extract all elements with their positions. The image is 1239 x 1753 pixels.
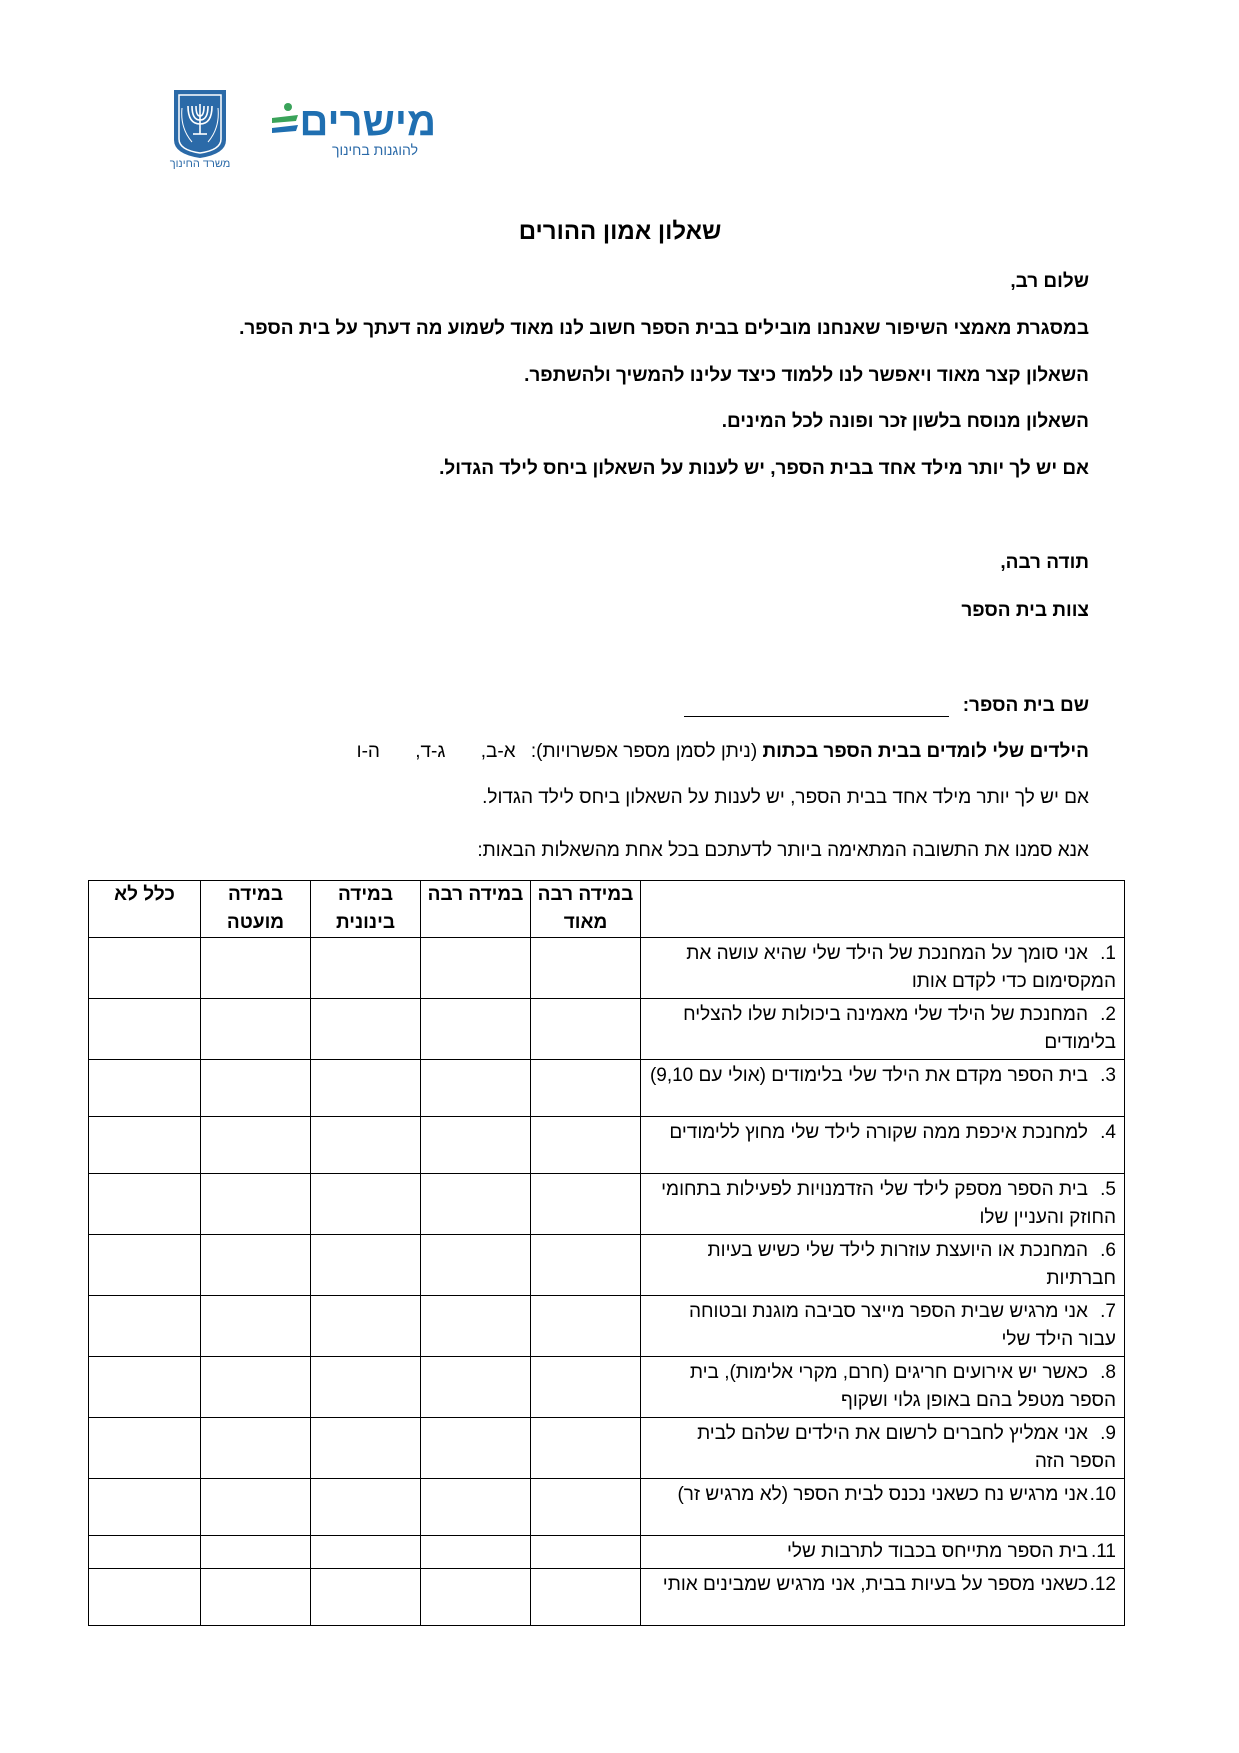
answer-cell[interactable] [311, 1418, 421, 1479]
question-number: 4. [1100, 1122, 1116, 1143]
answer-cell[interactable] [311, 1536, 421, 1569]
survey-table [88, 880, 1125, 1626]
table-row [89, 1235, 1125, 1296]
question-cell [641, 999, 1125, 1060]
answer-cell[interactable] [421, 999, 531, 1060]
question-number: 7. [1100, 1301, 1116, 1322]
answer-cell[interactable] [531, 1536, 641, 1569]
question-cell [641, 1060, 1125, 1117]
answer-cell[interactable] [89, 1117, 201, 1174]
question-text: המחנכת או היועצת עוזרות לילד שלי כשיש בעיות חברתיות [707, 1240, 1116, 1289]
question-cell [641, 938, 1125, 999]
table-row [89, 1418, 1125, 1479]
grade-option[interactable]: א-ב, [480, 741, 516, 762]
answer-cell[interactable] [201, 999, 311, 1060]
answer-cell[interactable] [421, 1357, 531, 1418]
answer-cell[interactable] [201, 1569, 311, 1626]
question-number: 8. [1100, 1362, 1116, 1383]
answer-cell[interactable] [201, 1357, 311, 1418]
intro-paragraph: השאלון קצר מאוד ויאפשר לנו ללמוד כיצד עלינו להמשיך ולהשתפר. [524, 365, 1089, 386]
answer-cell[interactable] [89, 938, 201, 999]
answer-cell[interactable] [311, 938, 421, 999]
question-cell [641, 1117, 1125, 1174]
answer-cell[interactable] [311, 999, 421, 1060]
question-number: 10. [1089, 1484, 1116, 1505]
question-cell [641, 1418, 1125, 1479]
answer-cell[interactable] [421, 1536, 531, 1569]
question-text: למחנכת איכפת ממה שקורה לילד שלי מחוץ ללימודים [669, 1122, 1088, 1143]
question-column-header [641, 881, 1125, 938]
table-row [89, 1357, 1125, 1418]
table-row [89, 1060, 1125, 1117]
table-header-row [89, 881, 1125, 938]
column-header: במידה רבה מאוד [531, 881, 641, 938]
answer-cell[interactable] [89, 1479, 201, 1536]
answer-cell[interactable] [311, 1357, 421, 1418]
answer-cell[interactable] [531, 1569, 641, 1626]
brand-subtitle: להוגנות בחינוך [331, 142, 418, 158]
answer-cell[interactable] [89, 1357, 201, 1418]
answer-cell[interactable] [89, 1418, 201, 1479]
grade-option[interactable]: ג-ד, [415, 741, 446, 762]
answer-cell[interactable] [421, 1569, 531, 1626]
answer-cell[interactable] [201, 1060, 311, 1117]
grades-note: (ניתן לסמן מספר אפשרויות): [530, 741, 763, 762]
school-name-blank[interactable] [684, 698, 949, 717]
column-header: במידה בינונית [311, 881, 421, 938]
thanks-line: תודה רבה, [1000, 552, 1089, 573]
answer-cell[interactable] [311, 1296, 421, 1357]
question-number: 11. [1090, 1541, 1116, 1562]
table-row [89, 938, 1125, 999]
question-number: 12. [1089, 1574, 1116, 1595]
answer-cell[interactable] [89, 1060, 201, 1117]
answer-cell[interactable] [311, 1479, 421, 1536]
answer-cell[interactable] [201, 1117, 311, 1174]
question-number: 9. [1100, 1423, 1116, 1444]
question-number: 5. [1100, 1179, 1116, 1200]
answer-cell[interactable] [201, 1235, 311, 1296]
intro-paragraph: במסגרת מאמצי השיפור שאנחנו מובילים בבית הספר חשוב לנו מאוד לשמוע מה דעתך על בית הספר. [239, 318, 1089, 339]
answer-cell[interactable] [531, 1060, 641, 1117]
emblem-caption: משרד החינוך [169, 158, 231, 170]
answer-cell[interactable] [531, 1479, 641, 1536]
question-text: בית הספר מתייחס בכבוד לתרבות שלי [787, 1541, 1088, 1562]
answer-cell[interactable] [531, 938, 641, 999]
answer-cell[interactable] [531, 1418, 641, 1479]
answer-cell[interactable] [201, 1536, 311, 1569]
answer-cell[interactable] [421, 1117, 531, 1174]
school-name-label: שם בית הספר: [962, 695, 1089, 716]
question-text: אני מרגיש שבית הספר מייצר סביבה מוגנת ובטוחה עבור הילד שלי [688, 1301, 1116, 1350]
grades-row [327, 741, 1089, 763]
question-text: כאשר יש אירועים חריגים (חרם, מקרי אלימות), בית הספר מטפל בהם באופן גלוי ושקוף [689, 1362, 1116, 1411]
answer-cell[interactable] [89, 1235, 201, 1296]
table-row [89, 999, 1125, 1060]
answer-cell[interactable] [201, 1296, 311, 1357]
answer-cell[interactable] [89, 1296, 201, 1357]
answer-cell[interactable] [531, 1357, 641, 1418]
question-cell [641, 1357, 1125, 1418]
answer-cell[interactable] [311, 1117, 421, 1174]
answer-cell[interactable] [531, 1235, 641, 1296]
greeting: שלום רב, [1010, 271, 1089, 292]
menorah-emblem-icon [170, 88, 230, 160]
answer-cell[interactable] [311, 1235, 421, 1296]
answer-cell[interactable] [89, 1569, 201, 1626]
answer-cell[interactable] [421, 1174, 531, 1235]
question-number: 1. [1100, 943, 1116, 964]
question-cell [641, 1479, 1125, 1536]
answer-cell[interactable] [421, 1479, 531, 1536]
intro-paragraph: השאלון מנוסח בלשון זכר ופונה לכל המינים. [721, 411, 1089, 432]
page-title: שאלון אמון ההורים [518, 218, 722, 245]
answer-cell[interactable] [311, 1174, 421, 1235]
question-text: כשאני מספר על בעיות בבית, אני מרגיש שמבינים אותי [662, 1574, 1088, 1595]
answer-cell[interactable] [311, 1569, 421, 1626]
column-header: במידה רבה [421, 881, 531, 938]
school-name-row [684, 695, 1089, 717]
table-row [89, 1117, 1125, 1174]
brand-name: מישרים [299, 100, 436, 144]
column-header: כלל לא [89, 881, 201, 938]
question-text: המחנכת של הילד שלי מאמינה ביכולות שלו להצליח בלימודים [683, 1004, 1116, 1053]
answer-cell[interactable] [531, 1174, 641, 1235]
instructions: אנא סמנו את התשובה המתאימה ביותר לדעתכם בכל אחת מהשאלות הבאות: [477, 840, 1089, 861]
question-cell [641, 1296, 1125, 1357]
answer-cell[interactable] [421, 1418, 531, 1479]
question-text: אני אמליץ לחברים לרשום את הילדים שלהם לבית הספר הזה [697, 1423, 1116, 1472]
signature: צוות בית הספר [961, 600, 1089, 621]
table-row [89, 1569, 1125, 1626]
intro-paragraph: אם יש לך יותר מילד אחד בבית הספר, יש לענות על השאלון ביחס לילד הגדול. [439, 458, 1089, 479]
question-cell [641, 1569, 1125, 1626]
answer-cell[interactable] [421, 938, 531, 999]
table-row [89, 1174, 1125, 1235]
answer-cell[interactable] [201, 1479, 311, 1536]
question-text: אני סומך על המחנכת של הילד שלי שהיא עושה את המקסימום כדי לקדם אותו [686, 943, 1116, 992]
column-header: במידה מועטה [201, 881, 311, 938]
grade-option[interactable]: ה-ו [356, 741, 380, 762]
question-text: אני מרגיש נח כשאני נכנס לבית הספר (לא מרגיש זר) [677, 1484, 1088, 1505]
answer-cell[interactable] [531, 1117, 641, 1174]
answer-cell[interactable] [89, 999, 201, 1060]
table-row [89, 1479, 1125, 1536]
answer-cell[interactable] [531, 1296, 641, 1357]
answer-cell[interactable] [201, 1174, 311, 1235]
meysharim-mark-icon [270, 102, 300, 142]
question-text: בית הספר מקדם את הילד שלי בלימודים (אולי עם 9,10) [649, 1065, 1088, 1086]
answer-cell[interactable] [89, 1174, 201, 1235]
answer-cell[interactable] [531, 999, 641, 1060]
answer-cell[interactable] [201, 938, 311, 999]
answer-cell[interactable] [311, 1060, 421, 1117]
question-number: 3. [1100, 1065, 1116, 1086]
answer-cell[interactable] [421, 1235, 531, 1296]
question-cell [641, 1235, 1125, 1296]
question-cell [641, 1536, 1125, 1569]
answer-cell[interactable] [89, 1536, 201, 1569]
table-row [89, 1296, 1125, 1357]
question-text: בית הספר מספק לילד שלי הזדמנויות לפעילות בתחומי החוזק והעניין שלו [661, 1179, 1116, 1228]
meysharim-logo [266, 96, 436, 160]
answer-cell[interactable] [421, 1296, 531, 1357]
question-number: 2. [1100, 1004, 1116, 1025]
question-cell [641, 1174, 1125, 1235]
answer-cell[interactable] [421, 1060, 531, 1117]
question-number: 6. [1100, 1240, 1116, 1261]
answer-cell[interactable] [201, 1418, 311, 1479]
grades-label: הילדים שלי לומדים בבית הספר בכתות [762, 741, 1089, 762]
older-child-note: אם יש לך יותר מילד אחד בבית הספר, יש לענות על השאלון ביחס לילד הגדול. [482, 787, 1089, 808]
table-row [89, 1536, 1125, 1569]
